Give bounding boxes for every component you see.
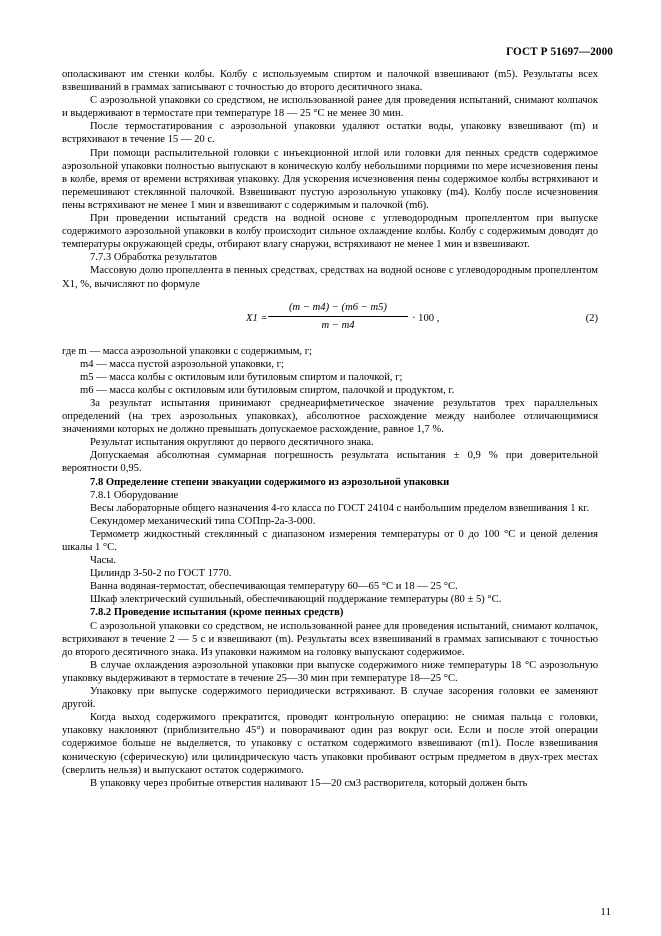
subsection-heading: 7.8.1 Оборудование [90, 489, 179, 501]
paragraph: Цилиндр 3-50-2 по ГОСТ 1770. [90, 568, 232, 580]
paragraph: ополаскивают им стенки колбы. Колбу с используемым спиртом и палочкой взвешивают (m5). Результаты всех взвешиваний в граммах записывают с точностью до второго десятичного знака. [62, 69, 598, 94]
formula-fraction [268, 301, 408, 332]
formula-numerator: (m − m4) − (m6 − m5) [268, 301, 408, 317]
section-heading: 7.8 Определение степени эвакуации содержимого из аэрозольной упаковки [90, 476, 450, 488]
paragraph: Когда выход содержимого прекратится, проводят контрольную операцию: не снимая пальца с головки, упаковку наклоняют (приблизительно 45°) и поворачивают один раз вокруг оси. Если и после этой операции содержимое больше не выделяется, то упаковку с остатком содержимого взвешивают (m1). После взвешивания коническую (сферическую) или цилиндрическую часть упаковки пробивают острым предметом в двух-трех местах (сверлить нельзя) и выпускают остаток содержимого. [62, 712, 598, 776]
paragraph: С аэрозольной упаковки со средством, не использованной ранее для проведения испытаний, снимают колпачок и выдерживают в термостате при температуре 18 — 25 °С не менее 30 мин. [62, 95, 598, 120]
variable-definition: m6 — масса колбы с октиловым или бутиловым спиртом, палочкой и продуктом, г. [80, 384, 455, 396]
formula-number: (2) [585, 312, 598, 324]
formula-tail: · 100 , [412, 312, 440, 324]
paragraph: Результат испытания округляют до первого десятичного знака. [90, 437, 374, 449]
paragraph: При проведении испытаний средств на водной основе с углеводородным пропеллентом при выпуске содержимого аэрозольной упаковки в колбу происходит сильное охлаждение колбы. Колбу с содержимым доводят до температуры окружающей среды, отбирают влагу снаружи, встряхивают не менее 1 мин и взвешивают. [62, 213, 598, 251]
paragraph: С аэрозольной упаковки со средством, не использованной ранее для проведения испытаний, снимают колпачок, встряхивают в течение 2 — 5 с и взвешивают (m). Результаты всех взвешиваний в граммах записывают с точностью до второго десятичного знака. Из упаковки нажимом на головку выпускают содержимое. [62, 620, 598, 658]
paragraph: Весы лабораторные общего назначения 4-го класса по ГОСТ 24104 с наибольшим пределом взвешивания 1 кг. [90, 502, 590, 514]
paragraph: При помощи распылительной головки с инъекционной иглой или головки для пенных средств содержимое аэрозольной упаковки полностью выпускают в коническую колбу небольшими порциями по мере исчезновения пены в колбе, время от времени встряхивая упаковку. Для ускорения исчезновения пены содержимое колбы встряхивают и перемешивают стеклянной палочкой. Взвешивают пустую аэрозольную упаковку (m4). Колбу после исчезновения пены встряхивают не менее 1 мин и взвешивают с содержимым и палочкой (m6). [62, 147, 598, 211]
formula-2 [62, 295, 598, 343]
variable-definition: m5 — масса колбы с октиловым или бутиловым спиртом и палочкой, г; [80, 371, 403, 383]
paragraph: Массовую долю пропеллента в пенных средствах, средствах на водной основе с углеводородным пропеллентом X1, %, вычисляют по формуле [62, 265, 598, 290]
paragraph: Допускаемая абсолютная суммарная погрешность результата испытания ± 0,9 % при доверительной вероятности 0,95. [62, 450, 598, 475]
page-number: 11 [600, 906, 611, 918]
paragraph: Упаковку при выпуске содержимого периодически встряхивают. В случае засорения головки ее заменяют другой. [62, 686, 598, 711]
variable-definition: где m — масса аэрозольной упаковки с содержимым, г; [62, 345, 313, 357]
paragraph: За результат испытания принимают среднеарифметическое значение результатов трех параллельных определений (на трех аэрозольных упаковках), абсолютное расхождение между наиболее отличающимися значениями которых не должно превышать допускаемое расхождение, равное 1,7 %. [62, 397, 598, 436]
paragraph: Термометр жидкостный стеклянный с диапазоном измерения температуры от 0 до 100 °С и ценой деления шкалы 1 °С. [62, 528, 598, 553]
paragraph: В случае охлаждения аэрозольной упаковки при выпуске содержимого ниже температуры 18 °С аэрозольную упаковку выдерживают в термостате в течение 25—30 мин при температуре 18—25 °С. [62, 659, 598, 684]
paragraph: Шкаф электрический сушильный, обеспечивающий поддержание температуры (80 ± 5) °С. [90, 594, 502, 606]
page-body [62, 68, 598, 790]
subsection-heading: 7.7.3 Обработка результатов [90, 252, 217, 264]
formula-denominator: m − m4 [321, 319, 355, 331]
subsection-heading: 7.8.2 Проведение испытания (кроме пенных средств) [90, 607, 344, 619]
paragraph: В упаковку через пробитые отверстия наливают 15—20 см3 растворителя, который должен быть [90, 777, 528, 789]
variable-definition: m4 — масса пустой аэрозольной упаковки, г; [80, 358, 284, 370]
paragraph: Ванна водяная-термостат, обеспечивающая температуру 60—65 °С и 18 — 25 °С. [90, 581, 458, 593]
paragraph: После термостатирования с аэрозольной упаковки удаляют остатки воды, упаковку взвешивают (m) и встряхивают в течение 15 — 20 с. [62, 121, 598, 146]
paragraph: Часы. [90, 555, 117, 567]
formula-lhs: X1 = [246, 312, 268, 324]
standard-header: ГОСТ Р 51697—2000 [506, 46, 613, 58]
paragraph: Секундомер механический типа СОПпр-2а-3-000. [90, 515, 316, 527]
